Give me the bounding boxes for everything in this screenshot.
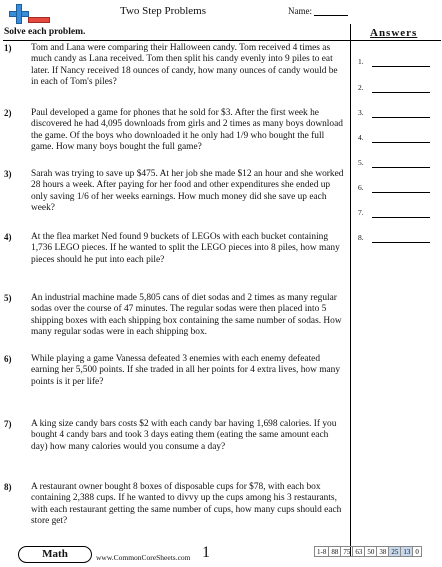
problem-item [4, 419, 344, 453]
problem-text: A king size candy bars costs $2 with each candy bar having 1,698 calories. If you bought 4 candy bars and took 3 days eating them (eating the same amount each day) how many calories would you consume a day? [31, 419, 337, 452]
problem-text: Paul developed a game for phones that he sold for $3. After the first week he discovered he had 4,095 downloads from girls and 2 times as many boys download the game. Of the boys who downloaded it he only had 1/9 who bought the full game. How many boys bought the full game? [31, 108, 343, 153]
score-cell: 88 [329, 547, 341, 557]
answer-number: 7. [358, 208, 364, 217]
plus-minus-logo-icon [8, 4, 52, 26]
header-divider [3, 40, 441, 41]
answers-heading: Answers [370, 27, 418, 39]
problem-number: 4) [4, 232, 12, 242]
subject-badge: Math [18, 546, 92, 563]
problem-item [4, 169, 344, 215]
score-cell: 63 [353, 547, 365, 557]
problem-number: 6) [4, 354, 12, 364]
problem-item [4, 108, 344, 154]
score-cell: 25 [389, 547, 401, 557]
problem-item [4, 43, 344, 89]
answer-blank[interactable] [358, 108, 438, 120]
problem-text: Tom and Lana were comparing their Halloween candy. Tom received 4 times as much candy as Lana received. Tom then split his candy evenly into 9 piles to eat later. If Nancy received 18 ounces of candy, how many ounces of candy would be in each of Tom's piles? [31, 43, 338, 88]
score-cell: 13 [401, 547, 413, 557]
worksheet-title: Two Step Problems [120, 5, 207, 17]
name-label: Name: [288, 6, 312, 16]
problem-text: While playing a game Vanessa defeated 3 enemies with each enemy defeated earning her 5,500 points. If she traded in all her points for 4 extra lives, how many points is it per life? [31, 354, 341, 387]
site-url: www.CommonCoreSheets.com [96, 553, 191, 562]
problem-text: At the flea market Ned found 9 buckets of LEGOs with each bucket containing 1,736 LEGO pieces. If he wanted to split the LEGO pieces into 8 piles, how many pieces should he put into each pile? [31, 232, 340, 265]
score-cell: 38 [377, 547, 389, 557]
problem-item [4, 482, 344, 528]
minus-icon [28, 17, 50, 23]
problem-item [4, 354, 344, 388]
page-number: 1 [202, 544, 210, 561]
answer-blank[interactable] [358, 233, 438, 245]
instructions: Solve each problem. [4, 27, 86, 37]
answer-number: 4. [358, 133, 364, 142]
problem-number: 2) [4, 108, 12, 118]
answer-blank[interactable] [358, 183, 438, 195]
answer-number: 1. [358, 57, 364, 66]
answer-column-divider [350, 24, 351, 556]
answer-number: 5. [358, 158, 364, 167]
answer-blank[interactable] [358, 83, 438, 95]
name-line [314, 15, 348, 16]
answer-number: 3. [358, 108, 364, 117]
score-cell: 75 [341, 547, 353, 557]
score-cell: 1-8 [315, 547, 329, 557]
problem-number: 7) [4, 419, 12, 429]
problem-text: A restaurant owner bought 8 boxes of disposable cups for $78, with each box containing 2,388 cups. If he wanted to divvy up the cups among his 3 restaurants, with each restaurant getting the same number of cups, how many cups should each store get? [31, 482, 342, 527]
problem-number: 3) [4, 169, 12, 179]
answer-blank[interactable] [358, 208, 438, 220]
score-cell: 50 [365, 547, 377, 557]
problem-item [4, 232, 344, 266]
problem-text: An industrial machine made 5,805 cans of diet sodas and 2 times as many regular sodas over the course of 47 minutes. The regular sodas were then placed into 5 shipping boxes with each shipping box containing the same number of sodas. How many regular sodas were in each shipping box. [31, 293, 342, 338]
answer-number: 6. [358, 183, 364, 192]
answer-number: 2. [358, 83, 364, 92]
problem-number: 8) [4, 482, 12, 492]
problem-number: 1) [4, 43, 12, 53]
problem-number: 5) [4, 293, 12, 303]
answer-blank[interactable] [358, 158, 438, 170]
answer-blank[interactable] [358, 57, 438, 69]
problem-text: Sarah was trying to save up $475. At her job she made $12 an hour and she worked 28 hours a week. After paying for her food and other expenditures she ended up only saving 1/6 of her weeks earnings. How much money did she save up each week? [31, 169, 344, 214]
answer-number: 8. [358, 233, 364, 242]
answer-blank[interactable] [358, 133, 438, 145]
score-cell: 0 [413, 547, 422, 557]
score-table [314, 546, 422, 557]
problem-item [4, 293, 344, 339]
